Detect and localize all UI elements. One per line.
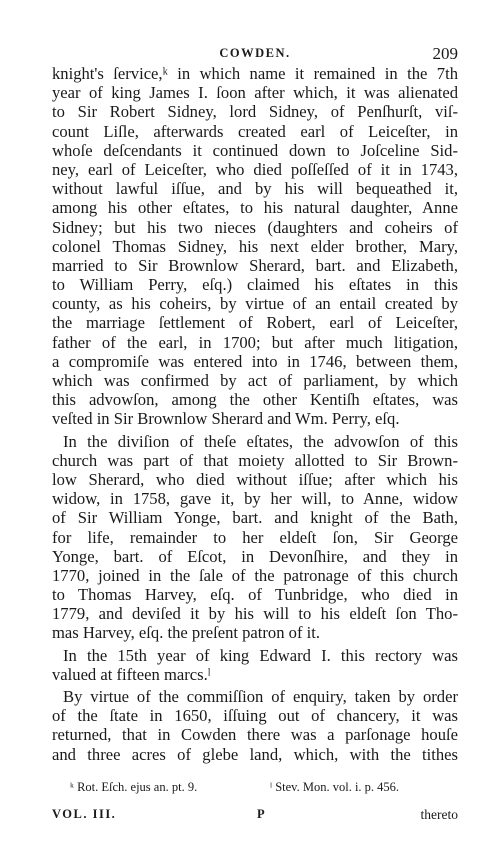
text-line: for life, remainder to her eldeſt ſon, Sir George — [52, 527, 458, 547]
footnote-k: ᵏ Rot. Eſch. ejus an. pt. 9. — [70, 780, 198, 794]
text-line: In the 15th year of king Edward I. this rectory was — [63, 645, 458, 665]
text-line: returned, that in Cowden there was a parſonage houſe — [52, 725, 458, 745]
text-line: Sidney; but his two nieces (daughters and coheirs of — [52, 217, 458, 237]
text-line: to Thomas Harvey, eſq. of Tunbridge, who died in — [52, 585, 458, 605]
text-line: Yonge, bart. of Eſcot, in Devonſhire, and they in — [52, 546, 458, 566]
text-line: of Sir William Yonge, bart. and knight of the Bath, — [52, 508, 458, 528]
text-line: By virtue of the commiſſion of enquiry, taken by order — [63, 687, 458, 706]
text-line: colonel Thomas Sidney, his next elder brother, Mary, — [52, 236, 458, 256]
text-line: married to Sir Brownlow Sherard, bart. and Elizabeth, — [52, 255, 458, 275]
text-line: of the ſtate in 1650, iſſuing out of chancery, it was — [52, 706, 458, 726]
running-title: COWDEN. — [219, 46, 291, 60]
text-line: veſted in Sir Brownlow Sherard and Wm. Perry, eſq. — [52, 409, 400, 429]
text-line: a compromiſe was entered into in 1746, between them, — [52, 351, 458, 371]
catchword: thereto — [420, 807, 458, 822]
text-line: the marriage ſettlement of Robert, earl of Leiceſter, — [52, 313, 458, 333]
text-line: ney, earl of Leiceſter, who died poſſeſſed of it in 1743, — [52, 159, 458, 179]
text-line: year of king James I. ſoon after which, it was alienated — [52, 83, 458, 103]
text-line: whoſe deſcendants it continued down to Joſceline Sid- — [52, 140, 458, 160]
footnote-l: ˡ Stev. Mon. vol. i. p. 456. — [270, 780, 400, 794]
text-line: knight's ſervice,ᵏ in which name it remained in the 7th — [52, 64, 458, 83]
footnotes — [52, 780, 458, 798]
text-line: valued at fifteen marcs.ˡ — [52, 664, 211, 684]
text-line: and three acres of glebe land, which, with the tithes — [52, 744, 458, 764]
text-line: church was part of that moiety allotted to Sir Brown- — [52, 450, 458, 470]
text-line: county, as his coheirs, by virtue of an entail created by — [52, 294, 458, 314]
page-number: 209 — [432, 44, 458, 63]
text-line: count Liſle, afterwards created earl of Leiceſter, in — [52, 121, 458, 141]
text-line: In the diviſion of theſe eſtates, the advowſon of this — [63, 431, 458, 451]
text-line: to Sir Robert Sidney, lord Sidney, of Penſhurſt, viſ- — [52, 102, 458, 122]
text-line: widow, in 1758, gave it, by her will, to Anne, widow — [52, 489, 458, 509]
text-line: which was confirmed by act of parliament, by which — [52, 371, 458, 390]
text-line: among his other eſtates, to his natural daughter, Anne — [52, 198, 458, 218]
text-line: to William Perry, eſq.) claimed his eſtates in this — [52, 275, 458, 295]
text-line: 1779, and deviſed it by his will to his eldeſt ſon Tho- — [52, 604, 458, 624]
text-line: mas Harvey, eſq. the preſent patron of it. — [52, 623, 321, 643]
signature-line — [52, 807, 458, 825]
text-line: without lawful iſſue, and by his will bequeathed it, — [52, 179, 458, 199]
text-line: 1770, joined in the ſale of the patronage of this church — [52, 565, 458, 585]
volume-label: VOL. III. — [52, 807, 117, 821]
text-line: this advowſon, among the other Kentiſh eſtates, was — [52, 390, 458, 410]
signature-mark: P — [257, 807, 265, 821]
running-head — [52, 44, 458, 64]
text-line: low Sherard, who died without iſſue; after which his — [52, 469, 458, 489]
body-text — [52, 64, 458, 764]
text-line: father of the earl, in 1700; but after much litigation, — [52, 332, 458, 352]
